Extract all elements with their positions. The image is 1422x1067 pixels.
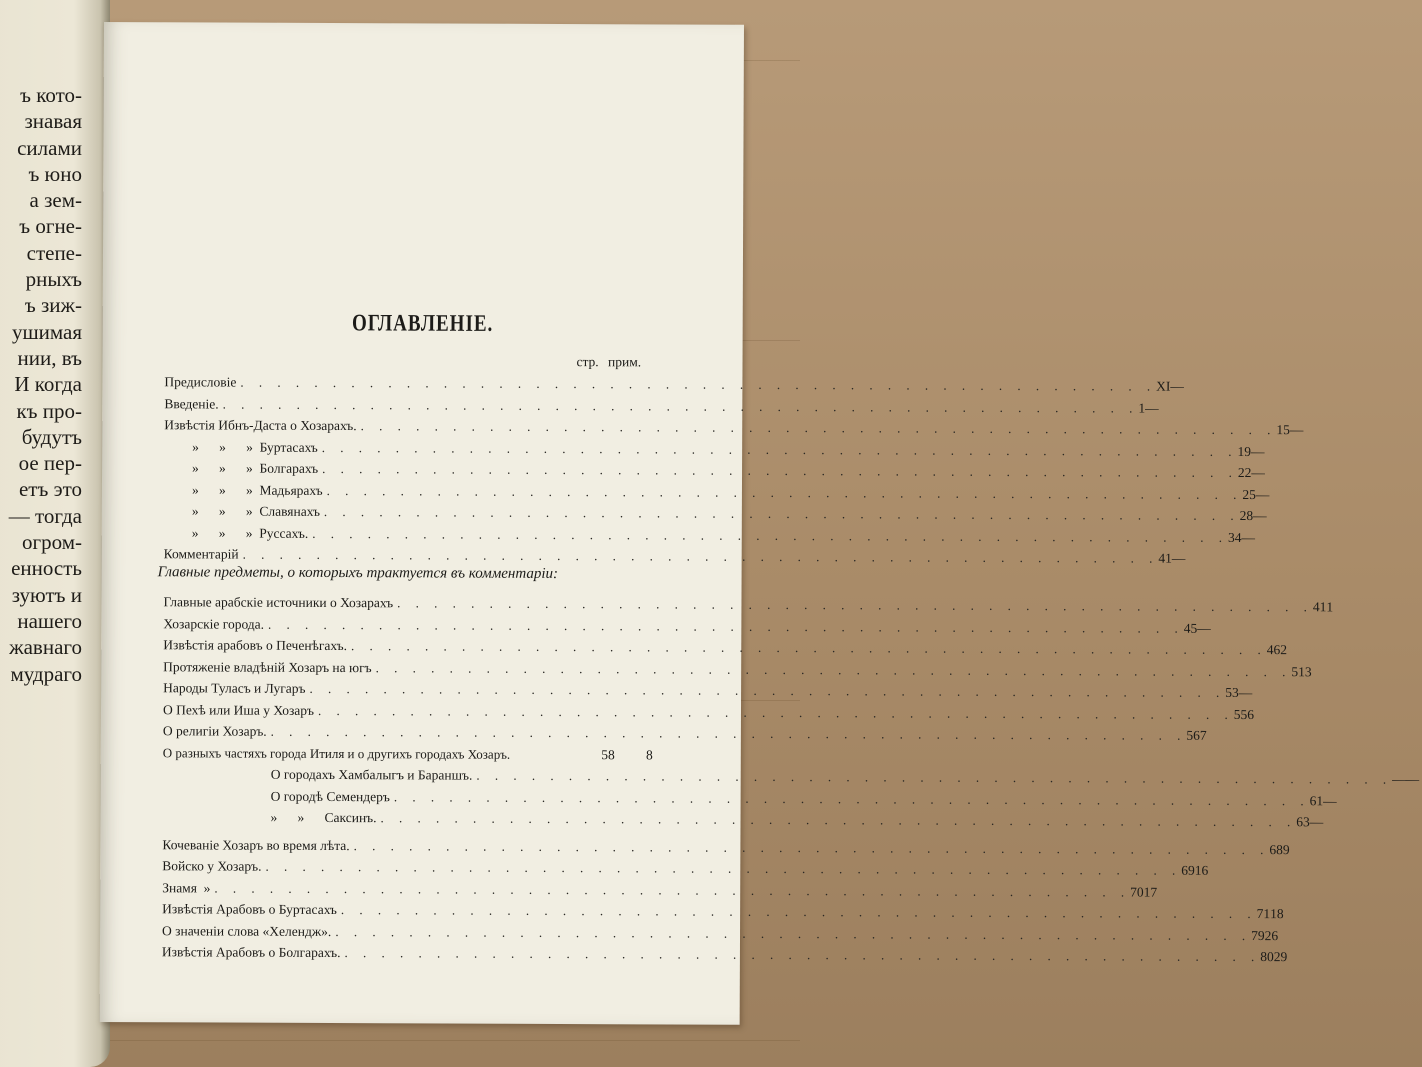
text-line: ушимая — [11, 319, 82, 344]
text-line: нии, въ — [17, 345, 82, 370]
section-title: Главные предметы, о которыхъ трактуется въ комментаріи: — [157, 564, 559, 582]
text-line: къ про- — [16, 398, 82, 423]
text-line: зуютъ и — [11, 582, 82, 607]
toc-entry: Войско у Хозаръ. . . . . . . . . . . . . . . . . . . . . . . . . . . . . . . . . . . . . . . . . . . . . . . . . . . 69 16 — [162, 858, 1209, 878]
toc-entry: Предисловіе . . . . . . . . . . . . . . . . . . . . . . . . . . . . . . . . . . . . . . . . . . . . . . . . . . XI — — [164, 374, 1184, 394]
text-line: степе- — [26, 240, 82, 265]
text-line: енность — [11, 556, 82, 581]
text-line: силами — [17, 135, 82, 160]
toc-entry: О городахъ Хамбалыгъ и Бараншъ. . . . . . . . . . . . . . . . . . . . . . . . . . . . . . . . . . . . . . . . . . . . . . . . . . . — — — [270, 766, 1420, 787]
text-line: а зем- — [29, 188, 82, 213]
text-line: ъ огне- — [19, 214, 82, 239]
text-line: знавая — [24, 109, 82, 134]
text-line: ое пер- — [18, 451, 82, 476]
toc-entry: Знамя » . . . . . . . . . . . . . . . . . . . . . . . . . . . . . . . . . . . . . . . . . . . . . . . . . . 70 17 — [162, 879, 1158, 900]
toc-entry: » » » Буртасахъ . . . . . . . . . . . . . . . . . . . . . . . . . . . . . . . . . . . . . . . . . . . . . . . . . . 19 — — [192, 438, 1265, 459]
toc-entry: О разныхъ частяхъ города Итиля и о другихъ городахъ Хозаръ. 58 8 — [162, 744, 653, 762]
text-line: мудраго — [10, 661, 82, 686]
text-line: нашего — [17, 608, 82, 633]
text-line: И когда — [14, 372, 82, 397]
text-line: ъ зиж- — [24, 293, 82, 318]
toc-entry: О городѣ Семендеръ . . . . . . . . . . . . . . . . . . . . . . . . . . . . . . . . . . . . . . . . . . . . . . . . . . 61 — — [270, 788, 1337, 808]
toc-entry: » » » Мадьярахъ . . . . . . . . . . . . . . . . . . . . . . . . . . . . . . . . . . . . . . . . . . . . . . . . . . 25 — — [191, 481, 1270, 502]
column-headers: стр. прим. — [576, 354, 642, 370]
toc-entry: Извѣстія Арабовъ о Буртасахъ . . . . . . . . . . . . . . . . . . . . . . . . . . . . . . . . . . . . . . . . . . . . . . . . . . 71 18 — [162, 901, 1284, 922]
toc-entry: Комментарій . . . . . . . . . . . . . . . . . . . . . . . . . . . . . . . . . . . . . . . . . . . . . . . . . . 41 — — [163, 546, 1186, 566]
toc-entry: » » » Руссахъ. . . . . . . . . . . . . . . . . . . . . . . . . . . . . . . . . . . . . . . . . . . . . . . . . . . 34 — — [191, 524, 1256, 545]
text-line: рныхъ — [25, 267, 82, 292]
main-entries — [163, 374, 1304, 570]
previous-page — [0, 0, 110, 1067]
toc-entry: Извѣстія Ибнъ-Даста о Хозарахъ. . . . . . . . . . . . . . . . . . . . . . . . . . . . . . . . . . . . . . . . . . . . . . . . . . . 15 — — [164, 417, 1304, 438]
toc-entry: Введеніе. . . . . . . . . . . . . . . . . . . . . . . . . . . . . . . . . . . . . . . . . . . . . . . . . . . 1 — — [164, 395, 1159, 416]
toc-entry: » » Саксинъ. . . . . . . . . . . . . . . . . . . . . . . . . . . . . . . . . . . . . . . . . . . . . . . . . . . 63 — — [270, 809, 1324, 830]
sub-entries — [161, 594, 1420, 968]
text-line: етъ это — [18, 477, 82, 502]
toc-entry: Извѣстія Арабовъ о Болгарахъ. . . . . . . . . . . . . . . . . . . . . . . . . . . . . . . . . . . . . . . . . . . . . . . . . . . 80 29 — [161, 944, 1288, 965]
contents-page — [100, 22, 1420, 1025]
toc-entry: Извѣстія арабовъ о Печенѣгахъ. . . . . . . . . . . . . . . . . . . . . . . . . . . . . . . . . . . . . . . . . . . . . . . . . . . 46 2 — [163, 637, 1288, 658]
text-line: огром- — [22, 530, 82, 555]
text-line: ъ кото- — [20, 83, 82, 107]
previous-page-text — [9, 82, 82, 687]
toc-entry: Протяженіе владѣній Хозаръ на югъ . . . . . . . . . . . . . . . . . . . . . . . . . . . . . . . . . . . . . . . . . . . . . . . . . . 51 3 — [163, 658, 1312, 679]
text-line: ъ юно — [28, 161, 82, 186]
text-line: будутъ — [21, 424, 82, 449]
toc-entry: Кочеваніе Хозаръ во время лѣта. . . . . . . . . . . . . . . . . . . . . . . . . . . . . . . . . . . . . . . . . . . . . . . . . . . 68 9 — [162, 836, 1290, 857]
text-line: жавнаго — [9, 635, 82, 660]
toc-entry: Главные арабскіе источники о Хозарахъ . . . . . . . . . . . . . . . . . . . . . . . . . . . . . . . . . . . . . . . . . . . . . . . . . . 41 1 — [163, 594, 1334, 615]
toc-entry: Хозарскіе города. . . . . . . . . . . . . . . . . . . . . . . . . . . . . . . . . . . . . . . . . . . . . . . . . . . 45 — — [163, 615, 1211, 636]
toc-entry: » » » Болгарахъ . . . . . . . . . . . . . . . . . . . . . . . . . . . . . . . . . . . . . . . . . . . . . . . . . . 22 — — [192, 460, 1265, 481]
text-line: — тогда — [8, 503, 82, 528]
toc-entry: » » » Славянахъ . . . . . . . . . . . . . . . . . . . . . . . . . . . . . . . . . . . . . . . . . . . . . . . . . . 28 — — [191, 503, 1267, 524]
toc-entry: О религіи Хозаръ. . . . . . . . . . . . . . . . . . . . . . . . . . . . . . . . . . . . . . . . . . . . . . . . . . . 56 7 — [162, 723, 1207, 743]
page-title: ОГЛАВЛЕНІЕ. — [351, 310, 494, 338]
toc-entry: Народы Туласъ и Лугаръ . . . . . . . . . . . . . . . . . . . . . . . . . . . . . . . . . . . . . . . . . . . . . . . . . . 53 — — [163, 680, 1253, 701]
toc-entry: О значеніи слова «Хелендж». . . . . . . . . . . . . . . . . . . . . . . . . . . . . . . . . . . . . . . . . . . . . . . . . . . 79 26 — [162, 922, 1279, 943]
toc-entry: О Пехѣ или Иша у Хозаръ . . . . . . . . . . . . . . . . . . . . . . . . . . . . . . . . . . . . . . . . . . . . . . . . . . 55 6 — [162, 701, 1255, 722]
